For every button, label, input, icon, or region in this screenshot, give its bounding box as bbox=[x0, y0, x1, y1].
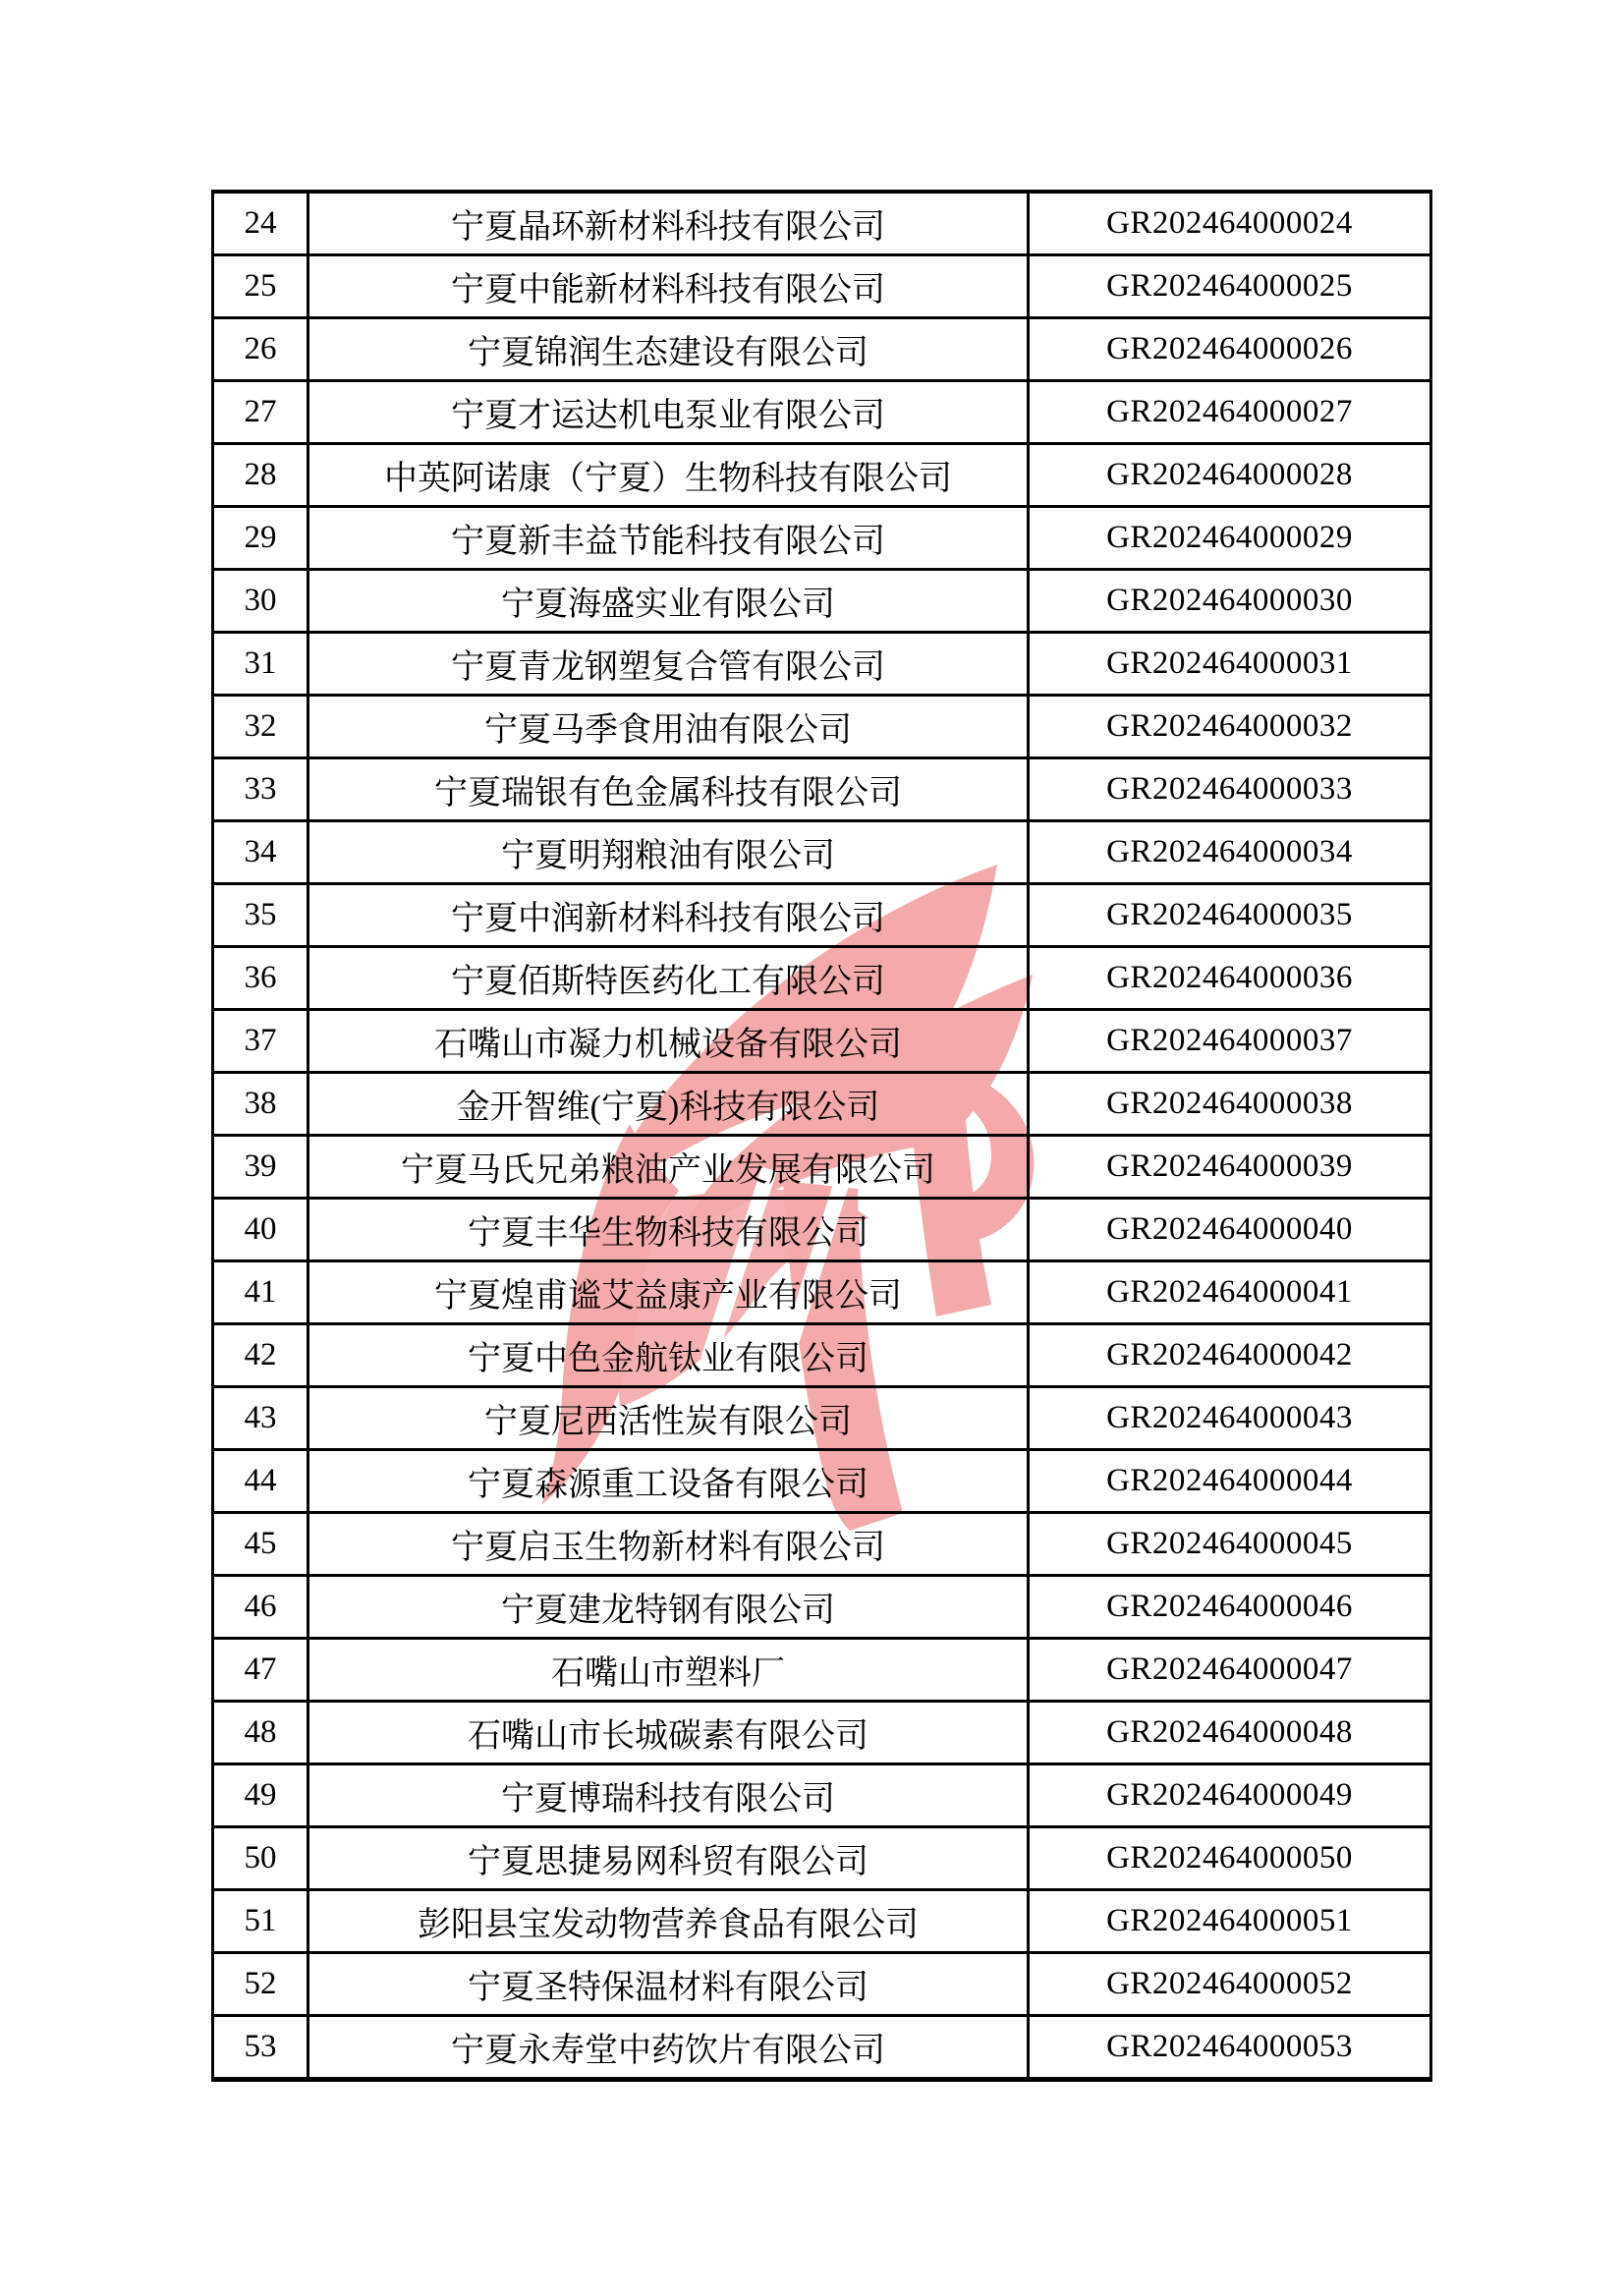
company-name: 宁夏思捷易网科贸有限公司 bbox=[308, 1827, 1029, 1890]
row-index: 52 bbox=[213, 1953, 308, 2016]
certificate-number: GR202464000043 bbox=[1029, 1387, 1431, 1450]
row-index: 48 bbox=[213, 1702, 308, 1764]
certificate-number: GR202464000029 bbox=[1029, 507, 1431, 570]
row-index: 49 bbox=[213, 1764, 308, 1827]
table-row bbox=[213, 821, 1431, 884]
row-index: 28 bbox=[213, 444, 308, 507]
company-name: 石嘴山市长城碳素有限公司 bbox=[308, 1702, 1029, 1764]
table-row bbox=[213, 570, 1431, 633]
certificate-number: GR202464000036 bbox=[1029, 947, 1431, 1010]
row-index: 50 bbox=[213, 1827, 308, 1890]
certificates-table bbox=[211, 190, 1432, 2082]
certificate-number: GR202464000035 bbox=[1029, 884, 1431, 947]
certificate-number: GR202464000040 bbox=[1029, 1199, 1431, 1261]
table-row bbox=[213, 1702, 1431, 1764]
row-index: 47 bbox=[213, 1639, 308, 1702]
certificate-number: GR202464000026 bbox=[1029, 318, 1431, 381]
certificate-number: GR202464000047 bbox=[1029, 1639, 1431, 1702]
company-name: 宁夏锦润生态建设有限公司 bbox=[308, 318, 1029, 381]
company-name: 金开智维(宁夏)科技有限公司 bbox=[308, 1073, 1029, 1136]
row-index: 34 bbox=[213, 821, 308, 884]
row-index: 35 bbox=[213, 884, 308, 947]
certificate-number: GR202464000031 bbox=[1029, 633, 1431, 696]
table-row bbox=[213, 318, 1431, 381]
table-body bbox=[213, 192, 1431, 2080]
certificate-number: GR202464000051 bbox=[1029, 1890, 1431, 1953]
row-index: 33 bbox=[213, 758, 308, 821]
row-index: 38 bbox=[213, 1073, 308, 1136]
certificate-number: GR202464000024 bbox=[1029, 192, 1431, 255]
table-row bbox=[213, 2016, 1431, 2080]
table-row bbox=[213, 1953, 1431, 2016]
company-name: 宁夏永寿堂中药饮片有限公司 bbox=[308, 2016, 1029, 2080]
company-name: 宁夏马季食用油有限公司 bbox=[308, 696, 1029, 758]
company-name: 宁夏博瑞科技有限公司 bbox=[308, 1764, 1029, 1827]
table-row bbox=[213, 696, 1431, 758]
certificate-number: GR202464000033 bbox=[1029, 758, 1431, 821]
company-name: 宁夏森源重工设备有限公司 bbox=[308, 1450, 1029, 1513]
certificate-number: GR202464000030 bbox=[1029, 570, 1431, 633]
table-row bbox=[213, 444, 1431, 507]
company-name: 宁夏明翔粮油有限公司 bbox=[308, 821, 1029, 884]
row-index: 39 bbox=[213, 1136, 308, 1199]
row-index: 37 bbox=[213, 1010, 308, 1073]
row-index: 29 bbox=[213, 507, 308, 570]
row-index: 51 bbox=[213, 1890, 308, 1953]
company-name: 宁夏新丰益节能科技有限公司 bbox=[308, 507, 1029, 570]
company-name: 彭阳县宝发动物营养食品有限公司 bbox=[308, 1890, 1029, 1953]
certificate-number: GR202464000039 bbox=[1029, 1136, 1431, 1199]
company-name: 宁夏中润新材料科技有限公司 bbox=[308, 884, 1029, 947]
company-name: 石嘴山市凝力机械设备有限公司 bbox=[308, 1010, 1029, 1073]
row-index: 32 bbox=[213, 696, 308, 758]
row-index: 53 bbox=[213, 2016, 308, 2080]
table-row bbox=[213, 1324, 1431, 1387]
row-index: 40 bbox=[213, 1199, 308, 1261]
certificate-number: GR202464000052 bbox=[1029, 1953, 1431, 2016]
table-row bbox=[213, 1639, 1431, 1702]
row-index: 41 bbox=[213, 1261, 308, 1324]
company-name: 宁夏晶环新材料科技有限公司 bbox=[308, 192, 1029, 255]
certificate-number: GR202464000044 bbox=[1029, 1450, 1431, 1513]
company-name: 宁夏圣特保温材料有限公司 bbox=[308, 1953, 1029, 2016]
table-row bbox=[213, 1827, 1431, 1890]
row-index: 24 bbox=[213, 192, 308, 255]
company-name: 石嘴山市塑料厂 bbox=[308, 1639, 1029, 1702]
table-row bbox=[213, 507, 1431, 570]
company-name: 宁夏煌甫谧艾益康产业有限公司 bbox=[308, 1261, 1029, 1324]
row-index: 45 bbox=[213, 1513, 308, 1576]
company-name: 宁夏才运达机电泵业有限公司 bbox=[308, 381, 1029, 444]
table-row bbox=[213, 192, 1431, 255]
row-index: 42 bbox=[213, 1324, 308, 1387]
certificate-number: GR202464000050 bbox=[1029, 1827, 1431, 1890]
certificate-number: GR202464000032 bbox=[1029, 696, 1431, 758]
table-row bbox=[213, 1073, 1431, 1136]
certificate-number: GR202464000045 bbox=[1029, 1513, 1431, 1576]
row-index: 27 bbox=[213, 381, 308, 444]
company-name: 宁夏海盛实业有限公司 bbox=[308, 570, 1029, 633]
certificate-number: GR202464000025 bbox=[1029, 255, 1431, 318]
table-row bbox=[213, 1890, 1431, 1953]
company-name: 宁夏佰斯特医药化工有限公司 bbox=[308, 947, 1029, 1010]
certificate-number: GR202464000037 bbox=[1029, 1010, 1431, 1073]
table-row bbox=[213, 1387, 1431, 1450]
certificate-number: GR202464000038 bbox=[1029, 1073, 1431, 1136]
table-row bbox=[213, 381, 1431, 444]
certificate-number: GR202464000028 bbox=[1029, 444, 1431, 507]
row-index: 26 bbox=[213, 318, 308, 381]
row-index: 46 bbox=[213, 1576, 308, 1639]
table-row bbox=[213, 1764, 1431, 1827]
table-row bbox=[213, 1450, 1431, 1513]
table-row bbox=[213, 1010, 1431, 1073]
table-row bbox=[213, 255, 1431, 318]
table-row bbox=[213, 1576, 1431, 1639]
certificate-number: GR202464000046 bbox=[1029, 1576, 1431, 1639]
row-index: 30 bbox=[213, 570, 308, 633]
certificate-number: GR202464000053 bbox=[1029, 2016, 1431, 2080]
company-name: 宁夏马氏兄弟粮油产业发展有限公司 bbox=[308, 1136, 1029, 1199]
company-name: 宁夏丰华生物科技有限公司 bbox=[308, 1199, 1029, 1261]
certificate-number: GR202464000048 bbox=[1029, 1702, 1431, 1764]
company-name: 宁夏启玉生物新材料有限公司 bbox=[308, 1513, 1029, 1576]
certificate-number: GR202464000049 bbox=[1029, 1764, 1431, 1827]
table-row bbox=[213, 1199, 1431, 1261]
row-index: 36 bbox=[213, 947, 308, 1010]
table-row bbox=[213, 1261, 1431, 1324]
row-index: 25 bbox=[213, 255, 308, 318]
table-row bbox=[213, 884, 1431, 947]
table-row bbox=[213, 758, 1431, 821]
table-row bbox=[213, 1513, 1431, 1576]
row-index: 43 bbox=[213, 1387, 308, 1450]
row-index: 31 bbox=[213, 633, 308, 696]
company-name: 宁夏青龙钢塑复合管有限公司 bbox=[308, 633, 1029, 696]
table-row bbox=[213, 947, 1431, 1010]
table-row bbox=[213, 633, 1431, 696]
company-name: 宁夏中能新材料科技有限公司 bbox=[308, 255, 1029, 318]
certificate-number: GR202464000034 bbox=[1029, 821, 1431, 884]
company-name: 中英阿诺康（宁夏）生物科技有限公司 bbox=[308, 444, 1029, 507]
company-name: 宁夏中色金航钛业有限公司 bbox=[308, 1324, 1029, 1387]
row-index: 44 bbox=[213, 1450, 308, 1513]
company-name: 宁夏建龙特钢有限公司 bbox=[308, 1576, 1029, 1639]
certificate-number: GR202464000042 bbox=[1029, 1324, 1431, 1387]
certificate-number: GR202464000027 bbox=[1029, 381, 1431, 444]
company-name: 宁夏尼西活性炭有限公司 bbox=[308, 1387, 1029, 1450]
company-name: 宁夏瑞银有色金属科技有限公司 bbox=[308, 758, 1029, 821]
certificate-number: GR202464000041 bbox=[1029, 1261, 1431, 1324]
table-row bbox=[213, 1136, 1431, 1199]
